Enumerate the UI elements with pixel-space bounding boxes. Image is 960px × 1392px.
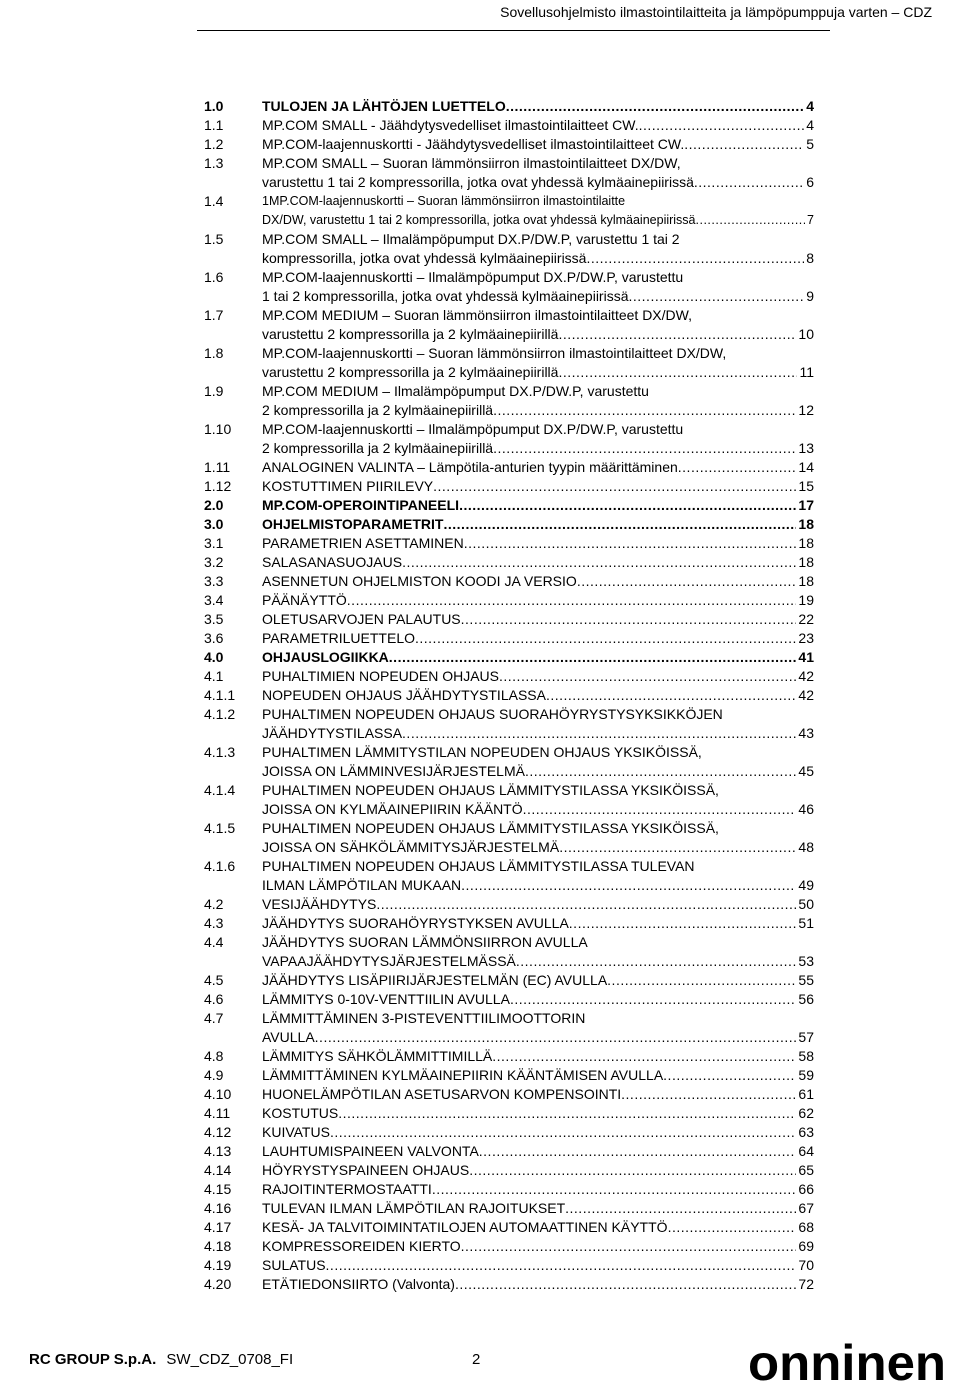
toc-entry-title: varustettu 2 kompressorilla ja 2 kylmäainepiirillä xyxy=(262,326,559,342)
toc-leader-dots xyxy=(569,914,797,933)
toc-entry-title: MP.COM SMALL – Ilmalämpöpumput DX.P/DW.P, varustettu 1 tai 2 xyxy=(262,231,680,247)
toc-leader-dots xyxy=(432,1180,797,1199)
toc-entry-title: KOSTUTTIMEN PIIRILEVY xyxy=(262,478,434,494)
toc-entry-number: 1.2 xyxy=(204,136,224,152)
toc-leader-dots xyxy=(402,553,796,572)
toc-entry-number: 4.1.5 xyxy=(204,820,236,836)
toc-leader-dots xyxy=(663,1066,796,1085)
toc-entry-title: LÄMMITTÄMINEN 3-PISTEVENTTIILIMOOTTORIN xyxy=(262,1010,586,1026)
toc-entry[interactable] xyxy=(204,420,814,458)
toc-entry-number: 4.1.3 xyxy=(204,744,236,760)
toc-entry-title: JOISSA ON SÄHKÖLÄMMITYSJÄRJESTELMÄ xyxy=(262,839,560,855)
toc-entry-number: 3.4 xyxy=(204,592,224,608)
toc-leader-dots xyxy=(559,838,796,857)
toc-entry-number: 4.19 xyxy=(204,1257,232,1273)
toc-leader-dots xyxy=(444,515,797,534)
toc-leader-dots xyxy=(469,1161,796,1180)
toc-entry-page: 22 xyxy=(798,611,814,627)
toc-entry[interactable] xyxy=(204,629,814,648)
toc-entry-title: MP.COM MEDIUM – Ilmalämpöpumput DX.P/DW.P, varustettu xyxy=(262,383,649,399)
toc-entry[interactable] xyxy=(204,781,814,819)
toc-leader-dots xyxy=(558,363,797,382)
toc-leader-dots xyxy=(668,1218,797,1237)
toc-leader-dots xyxy=(433,477,796,496)
toc-entry[interactable] xyxy=(204,1142,814,1161)
toc-entry[interactable] xyxy=(204,1199,814,1218)
toc-leader-dots xyxy=(621,1085,796,1104)
toc-entry[interactable] xyxy=(204,1104,814,1123)
toc-entry[interactable] xyxy=(204,477,814,496)
toc-entry-title: TULOJEN JA LÄHTÖJEN LUETTELO xyxy=(262,98,506,114)
toc-leader-dots xyxy=(389,648,797,667)
toc-entry-page: 18 xyxy=(798,573,814,589)
toc-entry[interactable] xyxy=(204,1275,814,1294)
page-header: Sovellusohjelmisto ilmastointilaitteita ja lämpöpumppuja varten – CDZ xyxy=(500,4,932,20)
toc-entry-title: MP.COM-laajennuskortti - Jäähdytysvedelliset ilmastointilaitteet CW. xyxy=(262,136,685,152)
toc-entry-title: PUHALTIMEN NOPEUDEN OHJAUS SUORAHÖYRYSTYSYKSIKKÖJEN xyxy=(262,706,723,722)
toc-entry-page: 12 xyxy=(798,402,814,418)
toc-entry-page: 42 xyxy=(798,668,814,684)
toc-entry-number: 1.3 xyxy=(204,155,224,171)
toc-entry[interactable] xyxy=(204,458,814,477)
toc-leader-dots xyxy=(493,439,796,458)
toc-leader-dots xyxy=(461,610,797,629)
toc-entry-page: 57 xyxy=(798,1029,814,1045)
toc-entry-title: 1MP.COM-laajennuskortti – Suoran lämmönsiirron ilmastointilaitte xyxy=(262,194,626,208)
footer-company: RC GROUP S.p.A. xyxy=(29,1351,157,1368)
toc-entry-page: 61 xyxy=(798,1086,814,1102)
toc-entry-title: MP.COM-laajennuskortti – Ilmalämpöpumput DX.P/DW.P, varustettu xyxy=(262,421,684,437)
toc-entry-title: KOMPRESSOREIDEN KIERTO xyxy=(262,1238,461,1254)
toc-leader-dots xyxy=(315,1028,797,1047)
toc-entry-number: 1.10 xyxy=(204,421,232,437)
toc-entry[interactable] xyxy=(204,857,814,895)
toc-entry[interactable] xyxy=(204,1009,814,1047)
toc-entry[interactable] xyxy=(204,344,814,382)
toc-entry[interactable] xyxy=(204,895,814,914)
toc-entry-title: ASENNETUN OHJELMISTON KOODI JA VERSIO xyxy=(262,573,577,589)
toc-entry-page: 15 xyxy=(798,478,814,494)
toc-entry-title: NOPEUDEN OHJAUS JÄÄHDYTYSTILASSA xyxy=(262,687,546,703)
toc-entry-number: 4.18 xyxy=(204,1238,232,1254)
toc-entry[interactable] xyxy=(204,648,814,667)
toc-entry-page: 56 xyxy=(798,991,814,1007)
toc-entry[interactable] xyxy=(204,382,814,420)
toc-entry[interactable] xyxy=(204,572,814,591)
toc-entry-title: kompressorilla, jotka ovat yhdessä kylmäainepiirissä xyxy=(262,250,587,266)
toc-leader-dots xyxy=(607,971,796,990)
toc-entry-number: 4.12 xyxy=(204,1124,232,1140)
toc-entry-number: 4.17 xyxy=(204,1219,232,1235)
toc-entry-number: 4.15 xyxy=(204,1181,232,1197)
toc-leader-dots xyxy=(459,496,796,515)
toc-entry-title: AVULLA xyxy=(262,1029,315,1045)
toc-entry-title: MP.COM-OPEROINTIPANEELI xyxy=(262,497,460,513)
toc-entry-title: varustettu 2 kompressorilla ja 2 kylmäainepiirillä xyxy=(262,364,559,380)
toc-entry-title: MP.COM MEDIUM – Suoran lämmönsiirron ilmastointilaitteet DX/DW, xyxy=(262,307,692,323)
toc-entry-page: 58 xyxy=(798,1048,814,1064)
toc-entry-page: 17 xyxy=(798,497,814,513)
toc-leader-dots xyxy=(565,1199,796,1218)
toc-entry[interactable] xyxy=(204,686,814,705)
toc-entry-page: 53 xyxy=(798,953,814,969)
toc-entry-title: PARAMETRILUETTELO xyxy=(262,630,415,646)
toc-leader-dots xyxy=(684,135,804,154)
toc-entry-page: 9 xyxy=(806,288,814,304)
footer xyxy=(29,1351,293,1368)
toc-entry-number: 4.20 xyxy=(204,1276,232,1292)
toc-entry-number: 3.2 xyxy=(204,554,224,570)
toc-entry-number: 1.7 xyxy=(204,307,224,323)
toc-entry-title: LÄMMITYS 0-10V-VENTTIILIN AVULLA xyxy=(262,991,510,1007)
toc-entry[interactable] xyxy=(204,268,814,306)
toc-entry-title: LÄMMITTÄMINEN KYLMÄAINEPIIRIN KÄÄNTÄMISEN AVULLA xyxy=(262,1067,664,1083)
toc-leader-dots xyxy=(516,952,797,971)
toc-entry-title: OHJAUSLOGIIKKA xyxy=(262,649,389,665)
toc-entry-page: 46 xyxy=(798,801,814,817)
toc-entry-page: 43 xyxy=(798,725,814,741)
toc-entry-page: 67 xyxy=(798,1200,814,1216)
toc-entry-number: 1.1 xyxy=(204,117,224,133)
footer-doc-code: SW_CDZ_0708_FI xyxy=(166,1351,294,1368)
toc-entry-number: 4.1.6 xyxy=(204,858,236,874)
toc-entry-title: ILMAN LÄMPÖTILAN MUKAAN xyxy=(262,877,462,893)
toc-leader-dots xyxy=(493,401,796,420)
toc-entry-page: 8 xyxy=(806,250,814,266)
toc-entry[interactable] xyxy=(204,933,814,971)
footer-page-number: 2 xyxy=(472,1351,481,1368)
toc-entry-page: 48 xyxy=(798,839,814,855)
toc-entry[interactable] xyxy=(204,1047,814,1066)
toc-entry-title: DX/DW, varustettu 1 tai 2 kompressorilla, jotka ovat yhdessä kylmäainepiirissä xyxy=(262,213,696,227)
toc-entry-number: 4.5 xyxy=(204,972,224,988)
toc-entry-number: 4.10 xyxy=(204,1086,232,1102)
toc-entry-page: 63 xyxy=(798,1124,814,1140)
toc-entry[interactable] xyxy=(204,496,814,515)
toc-entry-title: PUHALTIMIEN NOPEUDEN OHJAUS xyxy=(262,668,499,684)
toc-entry-title: ANALOGINEN VALINTA – Lämpötila-anturien tyypin määrittäminen xyxy=(262,459,678,475)
toc-entry-page: 51 xyxy=(798,915,814,931)
toc-entry-number: 1.0 xyxy=(204,98,224,114)
toc-entry-title: JÄÄHDYTYSTILASSA xyxy=(262,725,403,741)
toc-entry[interactable] xyxy=(204,135,814,154)
toc-entry-title: OHJELMISTOPARAMETRIT xyxy=(262,516,444,532)
toc-entry[interactable] xyxy=(204,1218,814,1237)
toc-entry[interactable] xyxy=(204,515,814,534)
toc-entry-title: 2 kompressorilla ja 2 kylmäainepiirillä xyxy=(262,440,494,456)
toc-leader-dots xyxy=(510,990,796,1009)
toc-entry-title: PUHALTIMEN NOPEUDEN OHJAUS LÄMMITYSTILASSA TULEVAN xyxy=(262,858,695,874)
toc-entry-number: 1.11 xyxy=(204,459,231,475)
toc-entry-title: VAPAAJÄÄHDYTYSJÄRJESTELMÄSSÄ xyxy=(262,953,516,969)
toc-entry-page: 4 xyxy=(806,117,814,133)
toc-entry-page: 59 xyxy=(798,1067,814,1083)
toc-entry-number: 3.3 xyxy=(204,573,224,589)
toc-entry-page: 64 xyxy=(798,1143,814,1159)
toc-leader-dots xyxy=(694,173,804,192)
toc-entry-page: 18 xyxy=(798,516,814,532)
toc-entry-page: 70 xyxy=(798,1257,814,1273)
toc-entry-title: KESÄ- JA TALVITOIMINTATILOJEN AUTOMAATTINEN KÄYTTÖ xyxy=(262,1219,668,1235)
toc-entry-page: 4 xyxy=(806,98,814,114)
toc-entry-title: PUHALTIMEN NOPEUDEN OHJAUS LÄMMITYSTILASSA YKSIKÖISSÄ, xyxy=(262,820,719,836)
toc-leader-dots xyxy=(455,1275,796,1294)
toc-entry[interactable] xyxy=(204,1085,814,1104)
toc-entry-number: 4.1.1 xyxy=(204,687,236,703)
toc-entry-title: PUHALTIMEN NOPEUDEN OHJAUS LÄMMITYSTILASSA YKSIKÖISSÄ, xyxy=(262,782,719,798)
toc-entry-title: RAJOITINTERMOSTAATTI xyxy=(262,1181,432,1197)
toc-entry-title: LÄMMITYS SÄHKÖLÄMMITTIMILLÄ xyxy=(262,1048,493,1064)
toc-entry-number: 1.6 xyxy=(204,269,224,285)
toc-leader-dots xyxy=(546,686,796,705)
table-of-contents xyxy=(204,97,814,1294)
toc-entry-number: 4.9 xyxy=(204,1067,224,1083)
toc-entry-page: 42 xyxy=(798,687,814,703)
toc-leader-dots xyxy=(506,97,804,116)
toc-entry-title: MP.COM-laajennuskortti – Ilmalämpöpumput DX.P/DW.P, varustettu xyxy=(262,269,684,285)
toc-entry[interactable] xyxy=(204,1256,814,1275)
toc-entry-page: 49 xyxy=(798,877,814,893)
toc-entry-title: 2 kompressorilla ja 2 kylmäainepiirillä xyxy=(262,402,494,418)
toc-leader-dots xyxy=(330,1123,796,1142)
toc-entry[interactable] xyxy=(204,610,814,629)
logo-text: onninen xyxy=(748,1336,946,1386)
toc-entry-page: 50 xyxy=(798,896,814,912)
toc-entry-page: 14 xyxy=(798,459,814,475)
toc-entry-number: 4.13 xyxy=(204,1143,232,1159)
toc-entry-number: 3.1 xyxy=(204,535,224,551)
toc-entry-title: KOSTUTUS xyxy=(262,1105,339,1121)
toc-entry-number: 3.6 xyxy=(204,630,224,646)
toc-entry-page: 72 xyxy=(798,1276,814,1292)
toc-entry-title: OLETUSARVOJEN PALAUTUS xyxy=(262,611,461,627)
toc-leader-dots xyxy=(639,116,805,135)
toc-entry-number: 4.16 xyxy=(204,1200,232,1216)
toc-entry-page: 6 xyxy=(806,174,814,190)
toc-entry[interactable] xyxy=(204,971,814,990)
toc-leader-dots xyxy=(492,1047,796,1066)
toc-leader-dots xyxy=(525,762,796,781)
toc-entry[interactable] xyxy=(204,1237,814,1256)
toc-entry[interactable] xyxy=(204,97,814,116)
toc-entry-number: 1.9 xyxy=(204,383,224,399)
toc-entry[interactable] xyxy=(204,990,814,1009)
toc-entry-page: 66 xyxy=(798,1181,814,1197)
toc-entry[interactable] xyxy=(204,534,814,553)
toc-entry-page: 62 xyxy=(798,1105,814,1121)
toc-entry[interactable] xyxy=(204,667,814,686)
toc-entry-number: 4.1.2 xyxy=(204,706,236,722)
toc-entry[interactable] xyxy=(204,192,814,230)
toc-leader-dots xyxy=(415,629,796,648)
toc-leader-dots xyxy=(461,1237,797,1256)
toc-entry-page: 10 xyxy=(798,326,814,342)
toc-entry[interactable] xyxy=(204,591,814,610)
toc-entry-number: 4.1.4 xyxy=(204,782,236,798)
toc-entry-title: ETÄTIEDONSIIRTO (Valvonta) xyxy=(262,1276,455,1292)
toc-entry-title: JÄÄHDYTYS SUORAN LÄMMÖNSIIRRON AVULLA xyxy=(262,934,588,950)
toc-entry-page: 13 xyxy=(798,440,814,456)
toc-entry-page: 23 xyxy=(798,630,814,646)
toc-entry-page: 11 xyxy=(799,364,814,380)
toc-entry[interactable] xyxy=(204,553,814,572)
toc-entry-number: 1.5 xyxy=(204,231,224,247)
toc-entry-title: TULEVAN ILMAN LÄMPÖTILAN RAJOITUKSET xyxy=(262,1200,566,1216)
toc-entry[interactable] xyxy=(204,743,814,781)
toc-entry-page: 45 xyxy=(798,763,814,779)
toc-entry-page: 41 xyxy=(798,649,814,665)
toc-leader-dots xyxy=(347,591,797,610)
toc-entry-title: JÄÄHDYTYS LISÄPIIRIJÄRJESTELMÄN (EC) AVULLA xyxy=(262,972,608,988)
toc-entry-title: 1 tai 2 kompressorilla, jotka ovat yhdessä kylmäainepiirissä xyxy=(262,288,629,304)
toc-entry-number: 4.2 xyxy=(204,896,224,912)
toc-entry[interactable] xyxy=(204,116,814,135)
toc-entry[interactable] xyxy=(204,1161,814,1180)
toc-leader-dots xyxy=(499,667,796,686)
toc-leader-dots xyxy=(479,1142,797,1161)
toc-entry-page: 18 xyxy=(798,535,814,551)
toc-entry-title: MP.COM SMALL – Suoran lämmönsiirron ilmastointilaitteet DX/DW, xyxy=(262,155,681,171)
toc-entry-number: 4.0 xyxy=(204,649,224,665)
toc-entry[interactable] xyxy=(204,819,814,857)
toc-entry-number: 4.8 xyxy=(204,1048,224,1064)
toc-entry-number: 4.1 xyxy=(204,668,224,684)
toc-leader-dots xyxy=(402,724,796,743)
toc-entry-number: 4.4 xyxy=(204,934,224,950)
toc-leader-dots xyxy=(461,876,796,895)
toc-entry-page: 55 xyxy=(798,972,814,988)
toc-leader-dots xyxy=(577,572,797,591)
toc-entry-number: 4.7 xyxy=(204,1010,224,1026)
toc-leader-dots xyxy=(338,1104,796,1123)
toc-entry-number: 2.0 xyxy=(204,497,224,513)
toc-entry[interactable] xyxy=(204,705,814,743)
toc-leader-dots xyxy=(523,800,797,819)
toc-entry-title: SULATUS xyxy=(262,1257,326,1273)
toc-entry[interactable] xyxy=(204,1123,814,1142)
toc-entry-number: 1.12 xyxy=(204,478,232,494)
toc-entry-title: HUONELÄMPÖTILAN ASETUSARVON KOMPENSOINTI xyxy=(262,1086,622,1102)
toc-entry-title: MP.COM SMALL - Jäähdytysvedelliset ilmastointilaitteet CW. xyxy=(262,117,639,133)
toc-entry-title: JÄÄHDYTYS SUORAHÖYRYSTYKSEN AVULLA xyxy=(262,915,569,931)
toc-leader-dots xyxy=(326,1256,797,1275)
toc-leader-dots xyxy=(464,534,797,553)
toc-entry[interactable] xyxy=(204,1066,814,1085)
toc-entry-page: 69 xyxy=(798,1238,814,1254)
toc-entry-page: 5 xyxy=(806,136,814,152)
toc-entry-number: 4.3 xyxy=(204,915,224,931)
toc-entry-number: 3.0 xyxy=(204,516,224,532)
toc-entry-page: 19 xyxy=(798,592,814,608)
toc-entry[interactable] xyxy=(204,1180,814,1199)
toc-entry-number: 4.14 xyxy=(204,1162,232,1178)
toc-leader-dots xyxy=(376,895,796,914)
toc-entry-title: MP.COM-laajennuskortti – Suoran lämmönsiirron ilmastointilaitteet DX/DW, xyxy=(262,345,727,361)
toc-entry-title: KUIVATUS xyxy=(262,1124,330,1140)
toc-entry-page: 65 xyxy=(798,1162,814,1178)
toc-entry-title: JOISSA ON KYLMÄAINEPIIRIN KÄÄNTÖ xyxy=(262,801,523,817)
toc-entry-number: 1.4 xyxy=(204,193,224,209)
header-rule xyxy=(197,30,830,31)
toc-entry[interactable] xyxy=(204,914,814,933)
toc-leader-dots xyxy=(558,325,796,344)
toc-entry-page: 7 xyxy=(807,213,814,227)
toc-entry-page: 18 xyxy=(798,554,814,570)
toc-entry-number: 3.5 xyxy=(204,611,224,627)
toc-entry-title: varustettu 1 tai 2 kompressorilla, jotka ovat yhdessä kylmäainepiirissä xyxy=(262,174,694,190)
toc-entry[interactable] xyxy=(204,154,814,192)
toc-entry[interactable] xyxy=(204,306,814,344)
toc-leader-dots xyxy=(678,458,797,477)
toc-entry-number: 4.11 xyxy=(204,1105,231,1121)
toc-entry-title: JOISSA ON LÄMMINVESIJÄRJESTELMÄ xyxy=(262,763,525,779)
toc-entry-title: PUHALTIMEN LÄMMITYSTILAN NOPEUDEN OHJAUS YKSIKÖISSÄ, xyxy=(262,744,702,760)
toc-entry-page: 68 xyxy=(798,1219,814,1235)
toc-entry-title: VESIJÄÄHDYTYS xyxy=(262,896,377,912)
toc-entry-title: LAUHTUMISPAINEEN VALVONTA xyxy=(262,1143,479,1159)
toc-entry-title: PARAMETRIEN ASETTAMINEN xyxy=(262,535,464,551)
toc-entry-title: PÄÄNÄYTTÖ xyxy=(262,592,347,608)
toc-entry-title: SALASANASUOJAUS xyxy=(262,554,403,570)
toc-entry-number: 4.6 xyxy=(204,991,224,1007)
toc-leader-dots xyxy=(586,249,804,268)
onninen-logo xyxy=(748,1336,948,1386)
toc-entry-title: HÖYRYSTYSPAINEEN OHJAUS xyxy=(262,1162,470,1178)
toc-entry[interactable] xyxy=(204,230,814,268)
toc-entry-number: 1.8 xyxy=(204,345,224,361)
toc-leader-dots xyxy=(629,287,805,306)
toc-leader-dots xyxy=(696,211,806,230)
